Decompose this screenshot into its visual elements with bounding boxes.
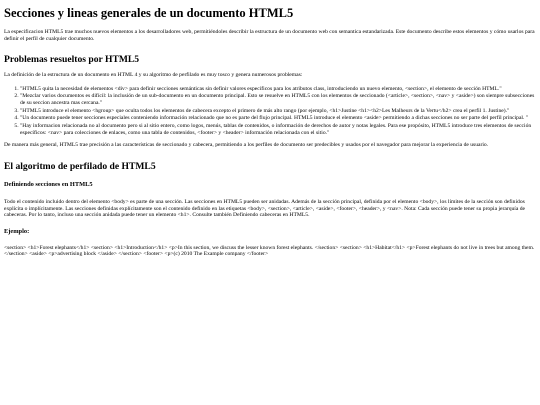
problem-item-4: 4. "Un documento puede tener secciones especiales conteniendo información relacionado que no es parte del flujo principal. HTML5 introduce el elemento <aside> permitiendo a dichas secciones no ser parte del perfil principal. " [20,115,536,122]
problem-item-1: 1. "HTML5 quita la necesidad de elementos <div> para definir secciones semánticas sin definir valores específicos para los atributos class, introduciendo un nuevo elemento, <section>, el elemento de sección HTML." [20,86,536,93]
example-code: <section> <h1>Forest elephants</h1> <section> <h1>Introduction</h1> <p>In this section, we discuss the lesser known forest elephants. </section> <section> <h1>Habitat</h1> <p>Forest elephants do not live in trees but among them. </section> <aside> <p>advertising block </aside> </section> <footer> <p>(c) 2010 The Example company </footer> [4,244,535,258]
example-heading: Ejemplo: [4,227,30,235]
problem-item-3: 3. "HTML5 introduce el elemento <hgroup> que oculta todos los elementos de cabecera excepto el primero de más alto rango (por ejemplo, <h1>Justine <h1><h2>Les Malheurs de la Vertu</h2> crea el perfil 1. Justine)." [20,108,536,115]
problem-item-5: 5. "Hay informacion relacionada no al documento pero si al sitio entero, como logos, menús, tablas de contenidos, o información de derechos de autor y notas legales. Para ese propósito, HTML5 introduce tres elementos de sección específicos: <nav> para colecciones de enlaces, como una tabla de contenidos, <footer> y <header> información relacionada con el sitio." [20,123,536,136]
sections-body: Todo el contenido incluido dentro del elemento <body> es parte de una sección. Las secciones en HTML5 pueden ser anidadas. Además de la sección principal, definida por el elemento <body>, los límites de la sección son definidos explícita o implícitamente. Las secciones definidas explícitamente son el contenido definido en las etiquetas <body>, <section>, <article>, <aside>, <footer>, <header>, y <nav>. Nota: Cada sección puede tener su propia jerarquía de cabeceras. Por lo tanto, incluso una sección anidada puede tener un elemento <h1>. Consulte también Definiendo cabeceras en HTML5. [4,198,526,219]
algorithm-heading: El algoritmo de perfilado de HTML5 [4,161,156,173]
intro-paragraph: La especificacion HTML5 trae muchos nuevos elementos a los desarrolladores web, permitiéndoles describir la estructura de un documento web con semantica estandarizada. Este documento describe estos elementos y cómo usarlos para definir el perfil de cualquier documento. [4,29,535,43]
sections-subheading: Definiendo secciones en HTML5 [4,181,93,189]
problem-item-2: 2. "Mezclar varios documentos es difícil: la inclusión de un sub-documento en un documento principal. Esto se resuelve en HTML5 con los elementos de seccionado (<article>, <section>, <nav> y <aside>) son siempre subsecciones de su seccion ancestra mas cercana." [20,93,536,106]
page-title: Secciones y lineas generales de un documento HTML5 [4,6,294,20]
problems-closing: De manera más general, HTML5 trae precisión a las características de seccionado y cabecera, permitiendo a los perfiles de documento ser predecibles y usados por el navegador para mejorar la experiencia de usuario. [4,142,489,149]
problems-lead: La definición de la estructura de un documento en HTML 4 y su algoritmo de perfilado es muy tosco y genera numerosos problemas: [4,71,303,78]
problems-list [4,86,536,137]
problems-heading: Problemas resueltos por HTML5 [4,53,140,65]
